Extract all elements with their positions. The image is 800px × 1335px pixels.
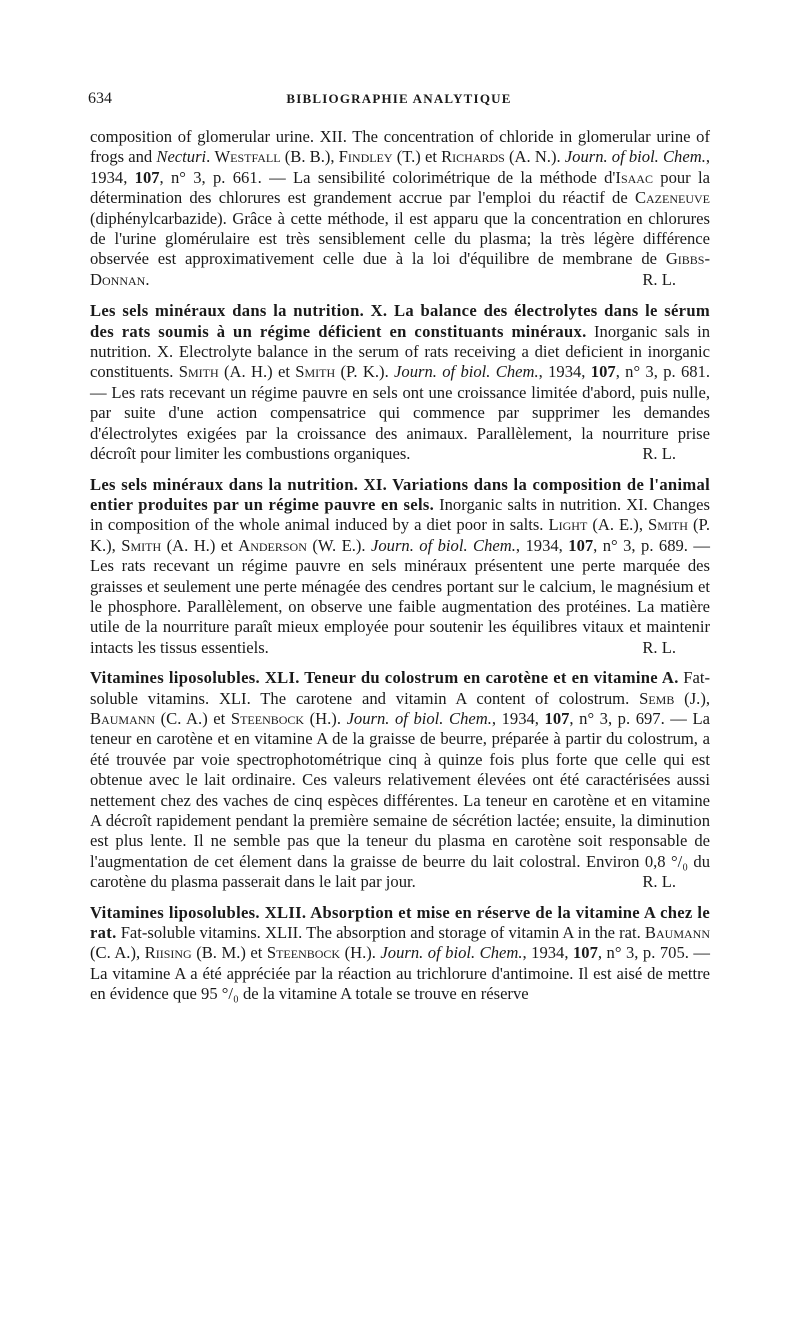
abstract-entry: Les sels minéraux dans la nutrition. XI. Variations dans la composition de l'animal entier produites par un régime pauvre en sels. Inorganic salts in nutrition. XI. Changes in composition of the whole animal induced by a diet poor in salts. Light (A. E.), Smith (P. K.), Smith (A. H.) et Anderson (W. E.). Journ. of biol. Chem., 1934, 107, n° 3, p. 689. — Les rats recevant un régime pauvre en sels minéraux présentent une perte marquée des graisses et seulement une perte ménagée des cendres portant sur le calcium, le magnésium et le phosphore. Parallèlement, on observe une faible augmentation des protéines. La matière utile de la nourriture paraît mieux employée pour soutenir les équilibres vitaux et maintenir intacts les tissus essentiels. R. L. <box>90 474 711 657</box>
abstract-entry-continued: composition of glomerular urine. XII. The concentration of chloride in glomerular urine of frogs and Necturi. Westfall (B. B.), Findley (T.) et Richards (A. N.). Journ. of biol. Chem., 1934, 107, n° 3, p. 661. — La sensibilité colorimétrique de la méthode d'Isaac pour la détermination des chlorures est grandement accrue par l'emploi du réactif de Cazeneuve (diphénylcarbazide). Grâce à cette méthode, il est apparu que la concentration en chlorures de l'urine glomérulaire est très sensiblement celle du plasma; la très légère différence observée est approximativement celle due à la loi d'équilibre de membrane de Gibbs-Donnan. R. L. <box>90 127 711 289</box>
abstract-entry: Les sels minéraux dans la nutrition. X. La balance des électrolytes dans le sérum des rats soumis à un régime déficient en constituants minéraux. Inorganic sals in nutrition. X. Electrolyte balance in the serum of rats receiving a diet deficient in inorganic constituents. Smith (A. H.) et Smith (P. K.). Journ. of biol. Chem., 1934, 107, n° 3, p. 681. — Les rats recevant un régime pauvre en sels ont une croissance limitée d'abord, puis nulle, par suite d'une action compensatrice qui commence par supprimer les demandes d'électrolytes exigées par la croissance des animaux. Parallèlement, la nourriture prise décroît pour limiter les combustions organiques. R. L. <box>90 301 711 464</box>
abstract-entry: Vitamines liposolubles. XLII. Absorption et mise en réserve de la vitamine A chez le rat. Fat-soluble vitamins. XLII. The absorption and storage of vitamin A in the rat. Baumann (C. A.), Riising (B. M.) et Steenbock (H.). Journ. of biol. Chem., 1934, 107, n° 3, p. 705. — La vitamine A a été appréciée par la réaction au trichlorure d'antimoine. Il est aisé de mettre en évidence que 95 °/₀ de la vitamine A totale se trouve en réserve <box>90 902 710 1004</box>
entry-signature: R. L. <box>642 444 676 464</box>
entry-title: Vitamines liposolubles. XLI. Teneur du colostrum en carotène et en vitamine A. <box>90 668 679 688</box>
page-body <box>90 127 710 1015</box>
entry-signature: R. L. <box>642 637 676 657</box>
page-header <box>88 90 710 116</box>
entry-title: Les sels minéraux dans la nutrition. XI. Variations dans la composition de l'animal entier produites par un régime pauvre en sels. <box>90 474 710 514</box>
entry-signature: R. L. <box>642 872 676 892</box>
abstract-entry: Vitamines liposolubles. XLI. Teneur du colostrum en carotène et en vitamine A. Fat-soluble vitamins. XLI. The carotene and vitamin A content of colostrum. Semb (J.), Baumann (C. A.) et Steenbock (H.). Journ. of biol. Chem., 1934, 107, n° 3, p. 697. — La teneur en carotène et en vitamine A de la graisse de beurre, préparée à partir du colostrum, a été trouvée par voie spectrophotométrique cinq à quinze fois plus forte que celle qui est obtenue avec le lait ordinaire. Ces valeurs relativement élevées ont été caractérisées aussi nettement chez des vaches de cinq espèces différentes. La teneur en carotène et en vitamine A décroît rapidement pendant la première semaine de sécrétion lactée; ensuite, la diminution est plus lente. Il ne semble pas que la teneur du plasma en carotène soit responsable de l'augmentation de cet élement dans la graisse de beurre du lait colostral. Environ 0,8 °/₀ du carotène du plasma passerait dans le lait par jour. R. L. <box>90 668 710 892</box>
page-number: 634 <box>88 90 112 107</box>
entry-title: Les sels minéraux dans la nutrition. X. La balance des électrolytes dans le sérum des rats soumis à un régime déficient en constituants minéraux. <box>90 301 710 341</box>
running-title: BIBLIOGRAPHIE ANALYTIQUE <box>286 91 512 106</box>
entry-signature: R. L. <box>642 269 676 289</box>
entry-title: Vitamines liposolubles. XLII. Absorption et mise en réserve de la vitamine A chez le rat. <box>90 902 710 943</box>
